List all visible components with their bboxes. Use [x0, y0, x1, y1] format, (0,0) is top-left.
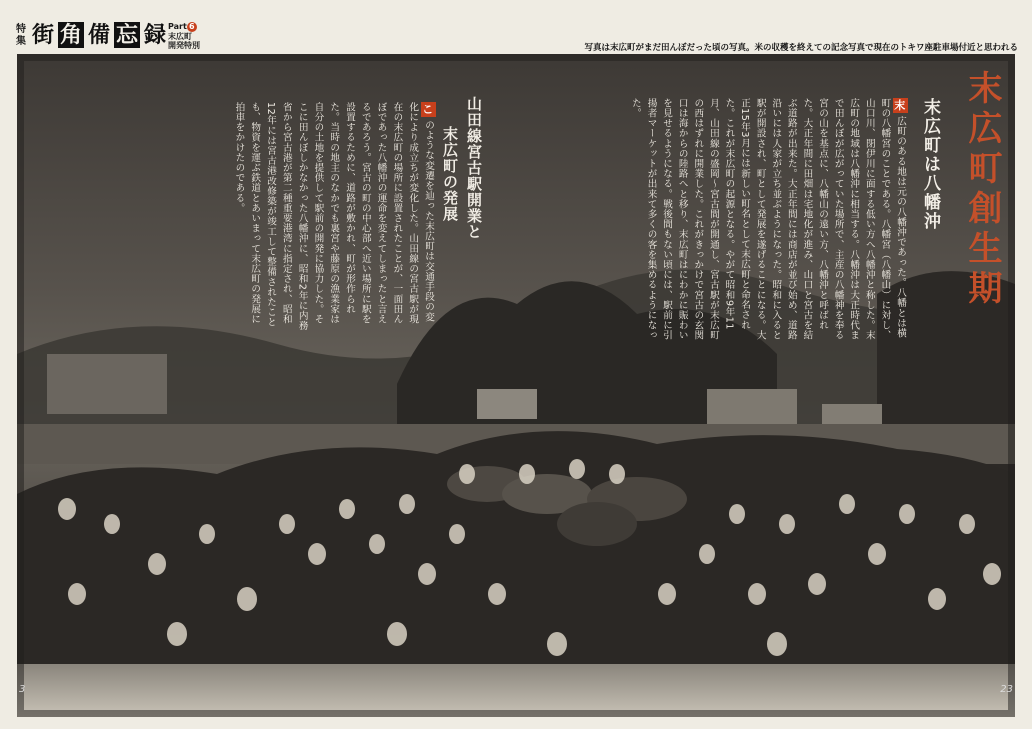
section-1-text: 広町のある地は元の八幡沖であった。八幡とは横町の八幡宮のことである。八幡宮（八幡山）に対し、山口川、閉伊川に面する低い方へ八幡沖と称した。末広町の地域は八幡沖に相当する。八幡沖は大正時代まで田んぼが広がっていた場所で、主産の八幡神を奉る宮の山を基点に、八幡山の遠い方、八幡沖と呼ばれた。大正年間に田畑は宅地化が進み、山口と宮古を結ぶ道路が出来た。大正年間には商店が並び始め、道路沿いには人家が立ち並ぶようになった。昭和に入ると駅が開設され、町として発展を遂げることになる。大正15年3月には新しい町名として末広町と命名された。これが末広町の起源となる。やがて昭和9年11月、山田線の盛岡〜宮古間が開通し、宮古駅が末広町の西はずれに開業した。これがきっかけで宮古の玄関口は海からの陸路へと移り、末広町はにわかに賑わいを見せるようになる。戦後間もない頃には、駅前に引揚者マーケットが出来て多くの客を集めるようになった。 [629, 98, 906, 341]
title-char-1: 街 [31, 22, 54, 48]
section-1-body [538, 98, 908, 348]
section-1-dropcap: 末 [894, 99, 906, 112]
part-sub-2: 開発特別 [168, 41, 200, 50]
section-2-dropcap: こ [422, 103, 434, 116]
section-2-heading-line-1: 山田線宮古駅開業と [465, 96, 483, 240]
section-1-subtitle: 末広町は八幡沖 [920, 98, 940, 231]
feature-label: 特集 [16, 24, 26, 47]
section-2-heading [438, 96, 486, 296]
feature-title [30, 22, 168, 48]
section-2-body [80, 102, 436, 332]
part-label: Part [168, 22, 187, 31]
page-number-right: 23 [1000, 684, 1013, 695]
title-char-4: 忘 [115, 22, 138, 48]
title-char-3: 備 [87, 22, 110, 48]
title-char-2: 角 [59, 22, 82, 48]
section-2-heading-line-2: 末広町の発展 [441, 126, 459, 222]
page-number-left: 3 [19, 684, 26, 695]
title-char-5: 録 [143, 22, 166, 48]
part-sub-1: 末広町 [168, 32, 192, 41]
part-number: 6 [187, 22, 197, 32]
part-badge [168, 22, 208, 50]
section-2-text: のような変遷を辿った末広町は交通手段の変化により成立ちが変化した。山田線の宮古駅が現在の末広町の場所に設置されたことが、一面田んぼであった八幡沖の運命を変えてしまったと言えるであろう。宮古の町の中心部へ近い場所に駅を設置するために、道路が敷かれ、町が形作られた。当時の地主のなかでも裏宮や藤原の漁業家は自分の土地を提供して駅前の開発に協力した。そこに田んぼしかなかった八幡沖に、昭和2年に内務省から宮古港が第二種重要港湾に指定され、昭和12年には宮古港改修築が竣工して整備されたことも、物資を運ぶ鉄道とあいまって末広町の発展に拍車をかけたのである。 [233, 102, 434, 331]
section-1-title: 末広町創生期 [962, 70, 1002, 310]
photo-caption: 写真は末広町がまだ田んぼだった頃の写真。米の収穫を終えての記念写真で現在のトキワ座駐車場付近と思われる [584, 43, 1018, 53]
